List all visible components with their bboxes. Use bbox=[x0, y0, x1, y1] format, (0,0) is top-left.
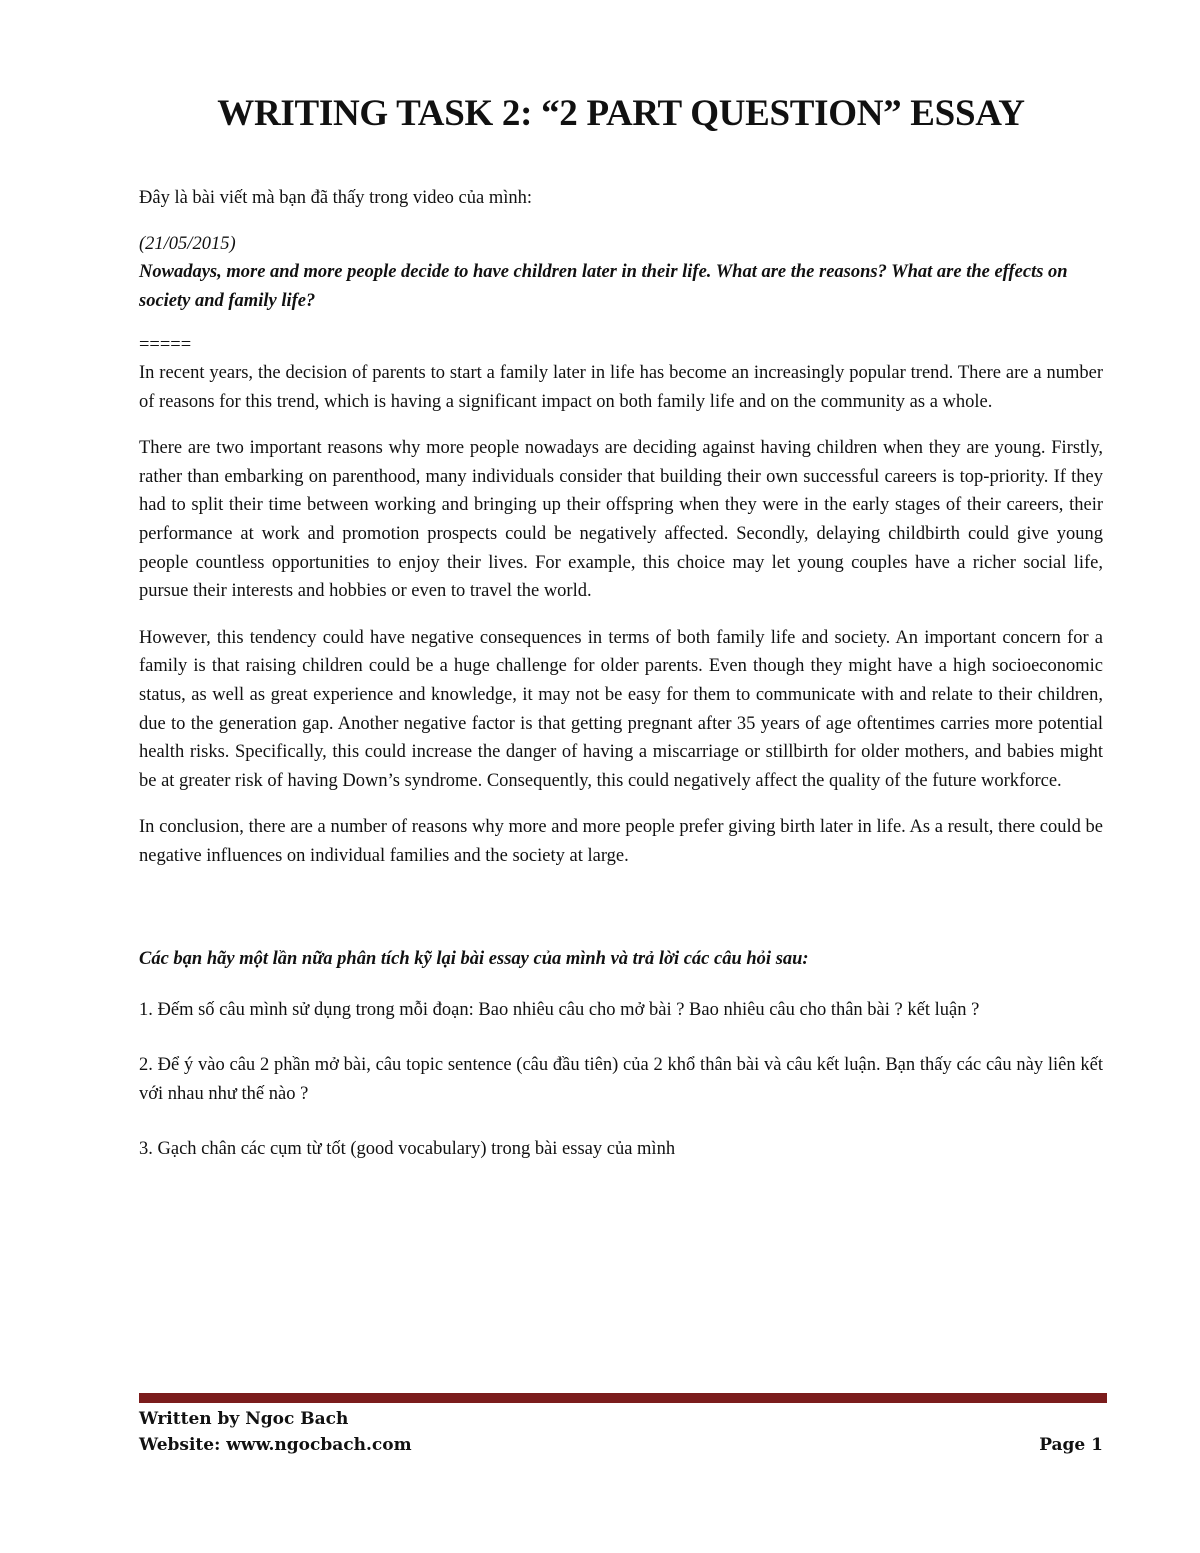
essay-body-paragraph-1: There are two important reasons why more people nowadays are deciding against having children when they are young. Firstly, rather than embarking on parenthood, many individuals consider that building their own successful careers is top-priority. If they had to split their time between working and bringing up their offspring when they were in the early stages of their careers, their performance at work and promotion prospects could be negatively affected. Secondly, delaying childbirth could give young people countless opportunities to enjoy their lives. For example, this choice may let young couples have a richer social life, pursue their interests and hobbies or even to travel the world. bbox=[139, 438, 1103, 602]
footer-website-line bbox=[139, 1432, 1103, 1458]
footer-author-line bbox=[139, 1406, 1103, 1432]
intro-text: Đây là bài viết mà bạn đã thấy trong video của mình: bbox=[139, 188, 533, 208]
exercise-question-1: 1. Đếm số câu mình sử dụng trong mỗi đoạn: Bao nhiêu câu cho mở bài ? Bao nhiêu câu cho thân bài ? kết luận ? bbox=[139, 999, 980, 1020]
essay-introduction: In recent years, the decision of parents to start a family later in life has become an increasingly popular trend. There are a number of reasons for this trend, which is having a significant impact on both family life and on the community as a whole. bbox=[139, 363, 1103, 412]
page-number: Page 1 bbox=[1039, 1435, 1103, 1455]
exercise-heading: Các bạn hãy một lần nữa phân tích kỹ lại bài essay của mình và trả lời các câu hỏi sau: bbox=[139, 948, 809, 969]
exercise-question-3: 3. Gạch chân các cụm từ tốt (good vocabulary) trong bài essay của mình bbox=[139, 1139, 676, 1160]
exercise-section bbox=[139, 945, 1103, 1164]
footer-author: Written by Ngoc Bach bbox=[139, 1409, 349, 1429]
document-body bbox=[139, 88, 1103, 1191]
page-title: WRITING TASK 2: “2 PART QUESTION” ESSAY bbox=[217, 93, 1025, 134]
essay bbox=[139, 359, 1103, 871]
separator-line: ===== bbox=[139, 335, 192, 355]
prompt-date: (21/05/2015) bbox=[139, 234, 236, 254]
exercise-question-2: 2. Để ý vào câu 2 phần mở bài, câu topic sentence (câu đầu tiên) của 2 khổ thân bài và câu kết luận. Bạn thấy các câu này liên kết với nhau như thế nào ? bbox=[139, 1055, 1103, 1104]
page-footer bbox=[139, 1406, 1103, 1458]
prompt-question: Nowadays, more and more people decide to have children later in their life. What are the reasons? What are the effects on society and family life? bbox=[139, 262, 1068, 311]
essay-body-paragraph-2: However, this tendency could have negative consequences in terms of both family life and society. An important concern for a family is that raising children could be a huge challenge for older parents. Even though they might have a high socioeconomic status, as well as great experience and knowledge, it may not be easy for them to communicate with and relate to their children, due to the generation gap. Another negative factor is that getting pregnant after 35 years of age oftentimes carries more potential health risks. Specifically, this could increase the danger of having a miscarriage or stillbirth for older mothers, and babies might be at greater risk of having Down’s syndrome. Consequently, this could negatively affect the quality of the future workforce. bbox=[139, 627, 1103, 791]
footer-website: Website: www.ngocbach.com bbox=[139, 1435, 412, 1455]
footer-divider bbox=[139, 1393, 1107, 1403]
essay-conclusion: In conclusion, there are a number of reasons why more and more people prefer giving birth later in life. As a result, there could be negative influences on individual families and the society at large. bbox=[139, 817, 1103, 866]
